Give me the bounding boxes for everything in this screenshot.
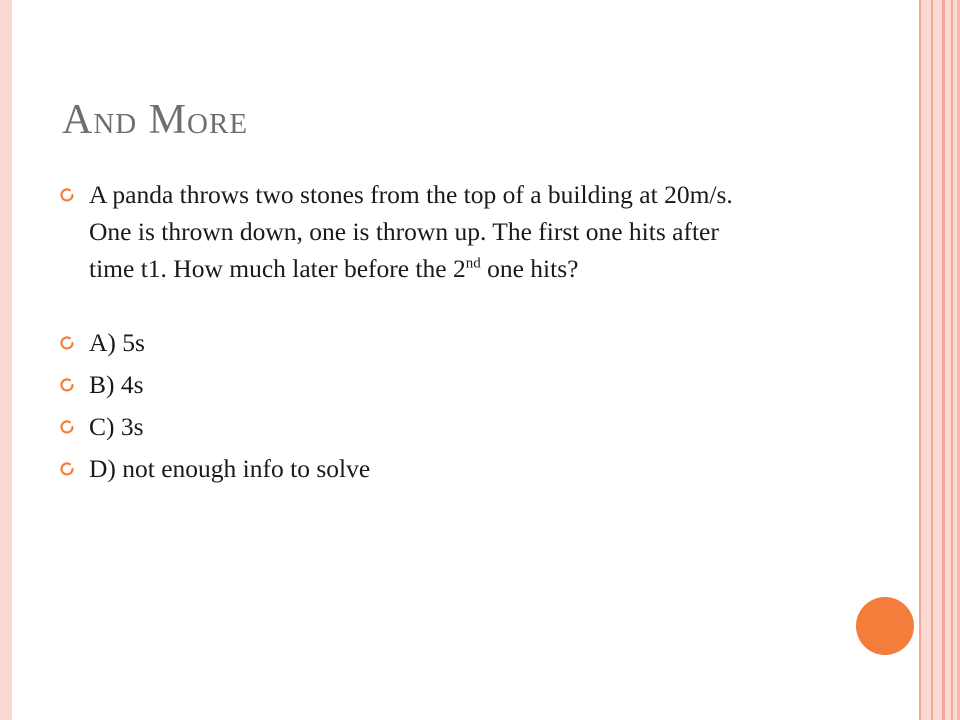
answer-option-a (60, 324, 760, 361)
bullet-ring-icon (60, 462, 74, 476)
slide-content (60, 176, 760, 492)
bullet-ring-icon (60, 336, 74, 350)
left-frame-border (0, 0, 12, 720)
question-superscript: nd (465, 255, 481, 272)
decorative-stripe (951, 0, 953, 720)
bullet-ring-icon (60, 420, 74, 434)
answer-option-c (60, 408, 760, 445)
answer-label: D) not enough info to solve (89, 454, 371, 483)
decorative-stripe (931, 0, 933, 720)
answer-label: A) 5s (89, 328, 145, 357)
answer-option-b (60, 366, 760, 403)
bullet-ring-icon (60, 378, 74, 392)
answer-option-d (60, 450, 760, 487)
accent-circle (856, 597, 914, 655)
answer-label: B) 4s (89, 370, 144, 399)
question-bullet (60, 176, 760, 287)
answer-label: C) 3s (89, 412, 144, 441)
decorative-stripe (942, 0, 945, 720)
slide-title: And More (62, 97, 249, 143)
decorative-stripe (919, 0, 921, 720)
question-text: A panda throws two stones from the top of a building at 20m/s. One is thrown down, one is thrown up. The first one hits after time t1. How much later before the 2nd one hits? (89, 180, 733, 283)
right-frame-border (919, 0, 960, 720)
bullet-ring-icon (60, 188, 74, 202)
